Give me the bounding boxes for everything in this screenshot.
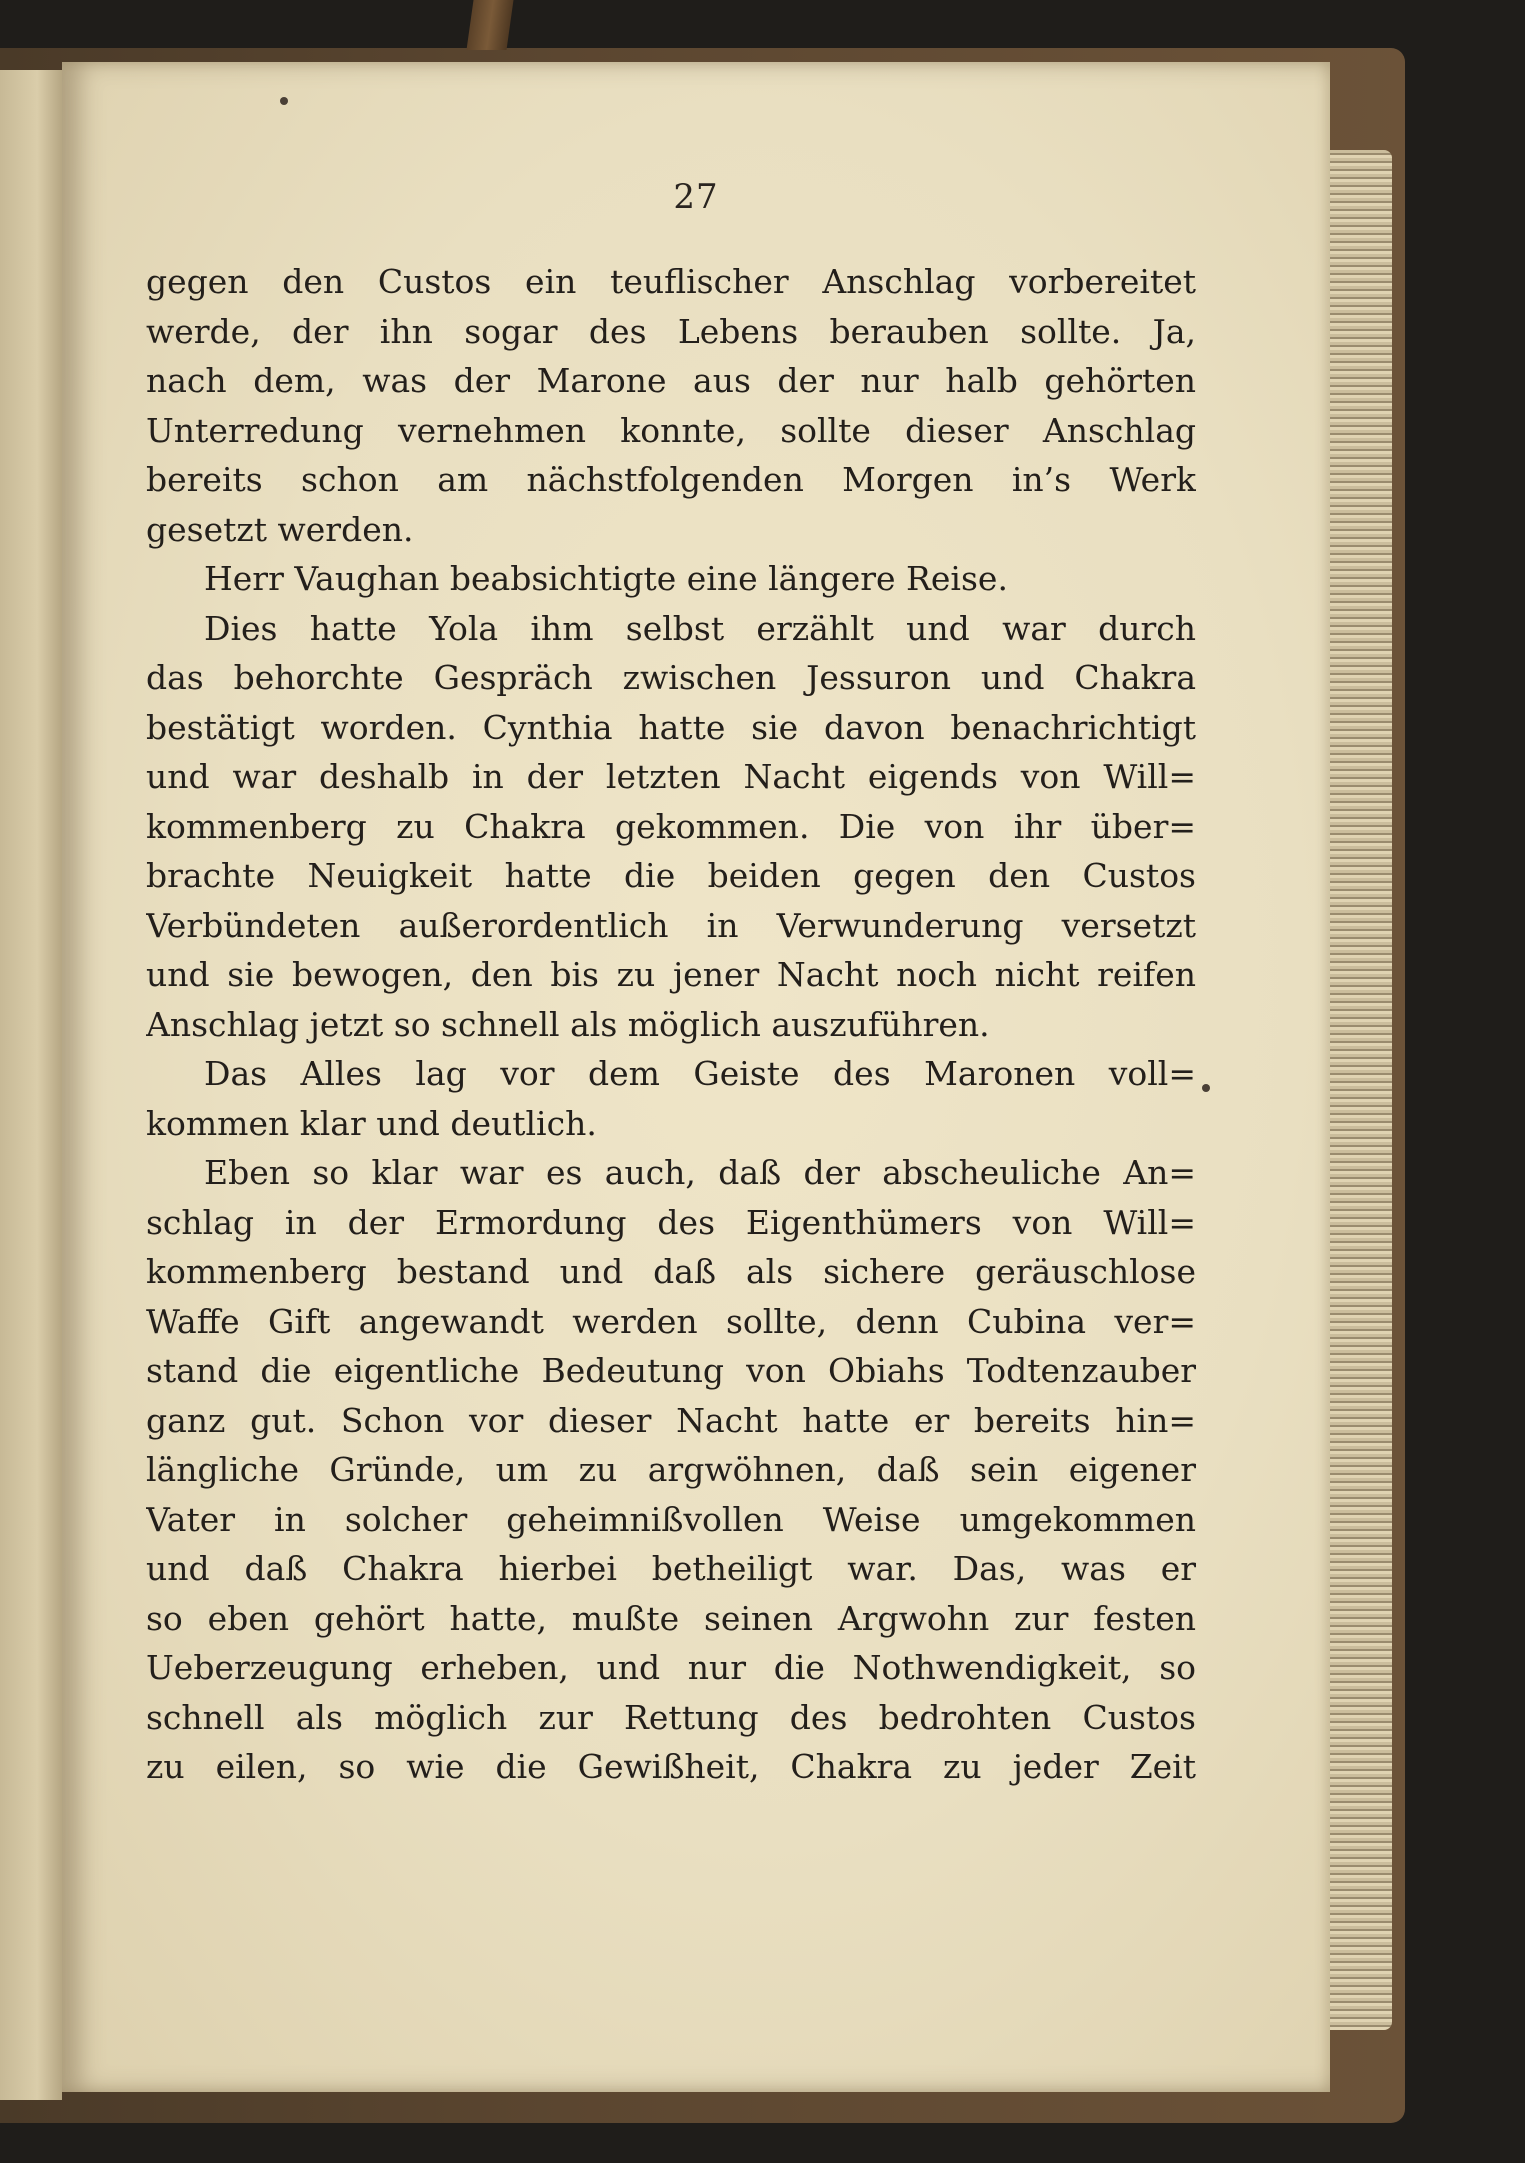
text-line: kommen klar und deutlich. (146, 1103, 597, 1143)
text-line: Herr Vaughan beabsichtigte eine längere Reise. (204, 559, 1008, 598)
text-line: nach dem, was der Marone aus der nur halb gehörten (146, 361, 1196, 400)
text-line: Verbündeten außerordentlich in Verwunderung versetzt (146, 905, 1196, 945)
text-line: Waffe Gift angewandt werden sollte, denn Cubina ver= (146, 1301, 1196, 1341)
text-line: und daß Chakra hierbei betheiligt war. Das, was er (146, 1549, 1196, 1588)
text-line: so eben gehört hatte, mußte seinen Argwohn zur festen (146, 1598, 1196, 1638)
book-page (62, 62, 1330, 2092)
ink-speck (1202, 1084, 1210, 1092)
text-line: Unterredung vernehmen konnte, sollte dieser Anschlag (146, 410, 1196, 450)
text-line: bestätigt worden. Cynthia hatte sie davon benachrichtigt (146, 707, 1196, 747)
text-line: Eben so klar war es auch, daß der abscheuliche An= (204, 1153, 1196, 1192)
page-number: 27 (673, 177, 719, 217)
text-line: brachte Neuigkeit hatte die beiden gegen den Custos (146, 856, 1196, 895)
text-line: und sie bewogen, den bis zu jener Nacht noch nicht reifen (146, 955, 1196, 994)
text-line: Dies hatte Yola ihm selbst erzählt und war durch (204, 608, 1196, 648)
text-line: bereits schon am nächstfolgenden Morgen in’s Werk (146, 460, 1196, 499)
text-line: das behorchte Gespräch zwischen Jessuron und Chakra (146, 658, 1196, 697)
text-line: Ueberzeugung erheben, und nur die Nothwendigkeit, so (146, 1648, 1196, 1687)
text-line: Anschlag jetzt so schnell als möglich auszuführen. (146, 1004, 990, 1044)
text-line: werde, der ihn sogar des Lebens berauben sollte. Ja, (146, 311, 1196, 351)
text-line: gegen den Custos ein teuflischer Anschlag vorbereitet (146, 262, 1196, 301)
text-line: gesetzt werden. (146, 509, 414, 549)
ink-speck (280, 97, 288, 105)
text-line: kommenberg bestand und daß als sichere geräuschlose (146, 1252, 1196, 1291)
page-edges (1320, 150, 1392, 2030)
ribbon-bookmark (466, 0, 513, 50)
text-line: ganz gut. Schon vor dieser Nacht hatte er bereits hin= (146, 1400, 1196, 1440)
text-line: und war deshalb in der letzten Nacht eigends von Will= (146, 757, 1196, 796)
text-line: Vater in solcher geheimnißvollen Weise umgekommen (146, 1499, 1196, 1539)
text-line: stand die eigentliche Bedeutung von Obiahs Todtenzauber (146, 1351, 1196, 1390)
text-line: Das Alles lag vor dem Geiste des Maronen voll= (204, 1054, 1196, 1093)
text-line: schnell als möglich zur Rettung des bedrohten Custos (146, 1697, 1196, 1737)
left-page-edge (0, 70, 62, 2100)
text-line: längliche Gründe, um zu argwöhnen, daß sein eigener (146, 1450, 1196, 1489)
text-line: schlag in der Ermordung des Eigenthümers von Will= (146, 1202, 1196, 1242)
text-line: kommenberg zu Chakra gekommen. Die von ihr über= (146, 806, 1196, 846)
body-text (146, 257, 1196, 1792)
text-line: zu eilen, so wie die Gewißheit, Chakra zu jeder Zeit (146, 1747, 1196, 1786)
